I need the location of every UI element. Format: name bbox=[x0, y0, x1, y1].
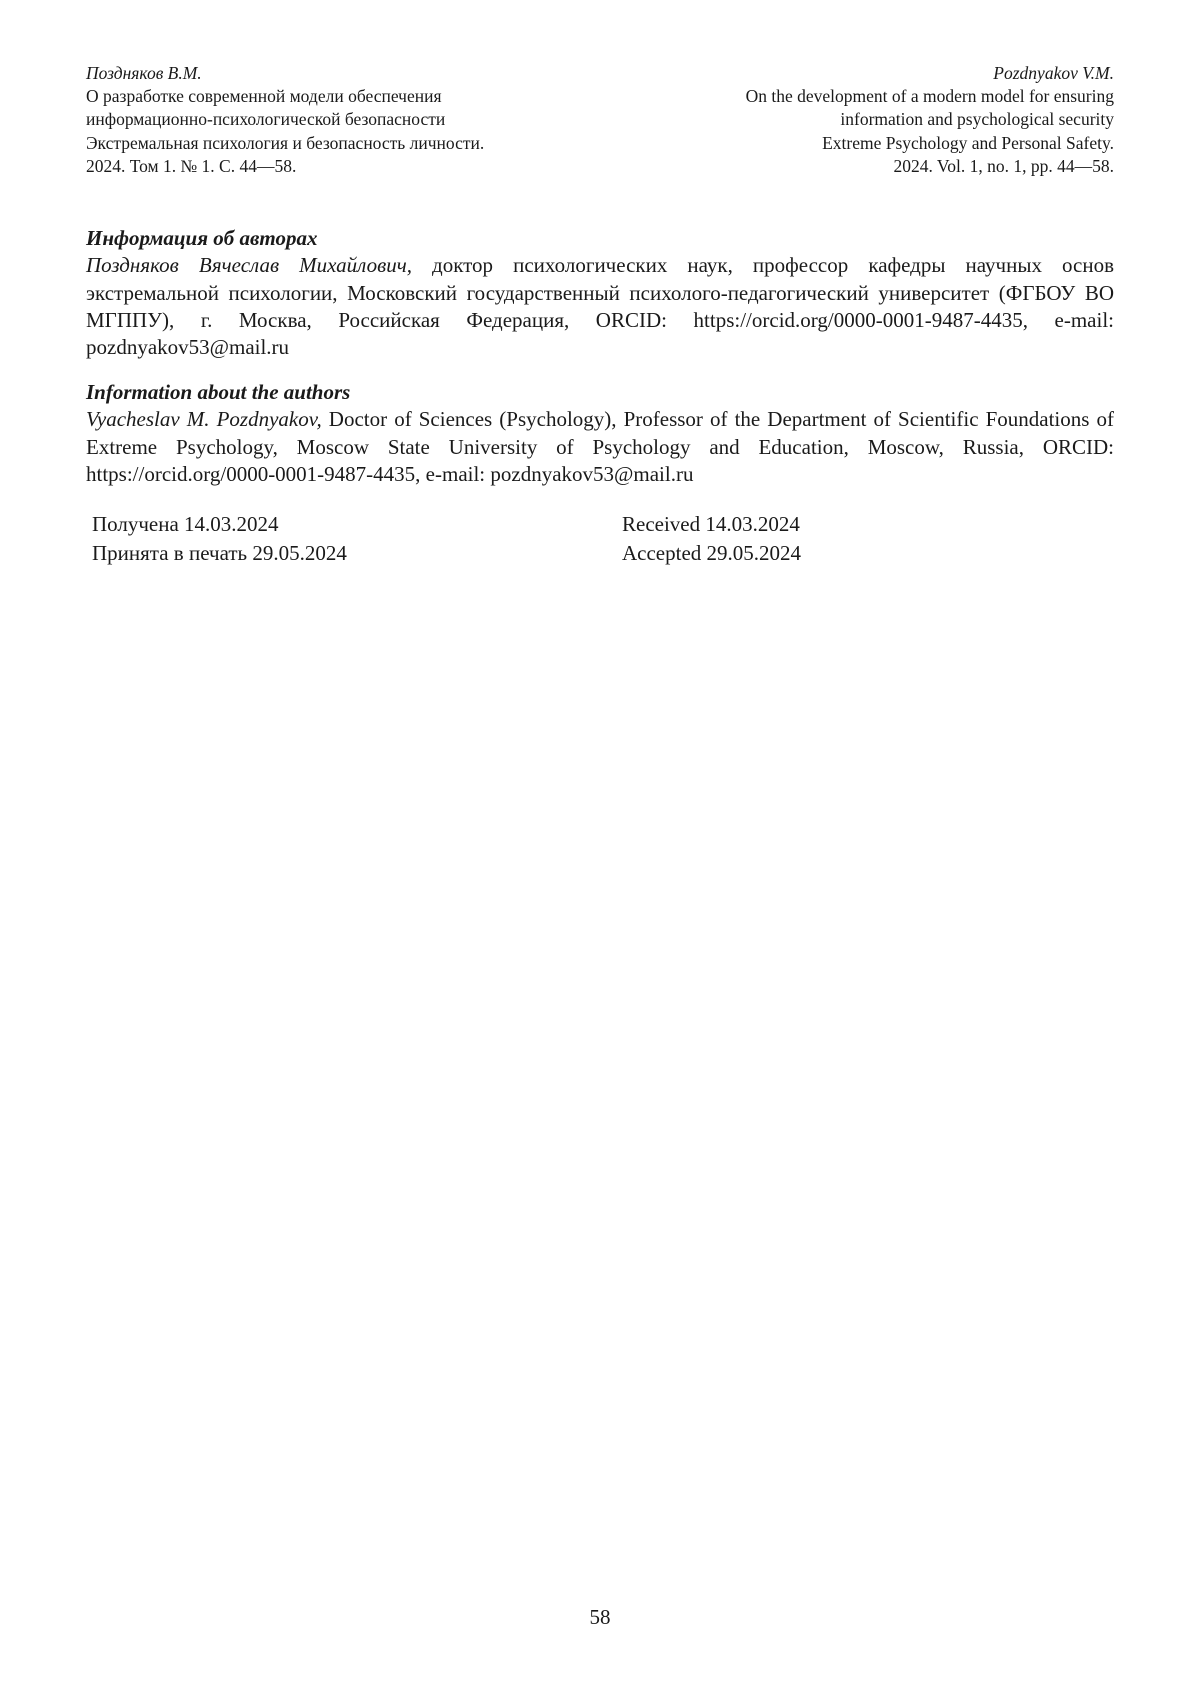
header-issue-ru: 2024. Том 1. № 1. С. 44—58. bbox=[86, 155, 297, 176]
accepted-date-en: Accepted 29.05.2024 bbox=[622, 541, 802, 565]
header-title-ru-line2: информационно-психологической безопасности bbox=[86, 109, 446, 130]
author-info-english bbox=[86, 379, 1114, 488]
author-info-russian bbox=[86, 225, 1114, 361]
accepted-row bbox=[92, 539, 1114, 568]
header-author-ru: Поздняков В.М. bbox=[86, 63, 202, 83]
header-journal-ru: Экстремальная психология и безопасность личности. bbox=[86, 132, 485, 153]
page-number: 58 bbox=[589, 1605, 611, 1629]
header-issue-en: 2024. Vol. 1, no. 1, pp. 44—58. bbox=[893, 155, 1114, 176]
author-info-heading-en: Information about the authors bbox=[86, 380, 351, 404]
author-details-en: Doctor of Sciences (Psychology), Professor of the Department of Scientific Foundations of Extreme Psychology, Moscow State University of Psychology and Education, Moscow, Russia, ORCID: https://orcid.org/0000-0001-9487-4435, e-mail: pozdnyakov53@mail.ru bbox=[86, 407, 1114, 486]
running-header-english bbox=[746, 62, 1114, 178]
header-title-ru-line1: О разработке современной модели обеспечения bbox=[86, 86, 442, 107]
received-date-ru: Получена 14.03.2024 bbox=[92, 512, 279, 536]
accepted-date-ru: Принята в печать 29.05.2024 bbox=[92, 541, 347, 565]
running-header bbox=[86, 62, 1114, 178]
header-title-en-line1: On the development of a modern model for ensuring bbox=[745, 86, 1114, 107]
author-name-ru: Поздняков Вячеслав Михайлович, bbox=[86, 253, 412, 278]
author-name-en: Vyacheslav M. Pozdnyakov, bbox=[86, 407, 322, 432]
received-date-en: Received 14.03.2024 bbox=[622, 512, 800, 536]
header-title-en-line2: information and psychological security bbox=[840, 109, 1114, 130]
running-header-russian bbox=[86, 62, 484, 178]
author-info-heading-ru: Информация об авторах bbox=[86, 226, 318, 250]
header-author-en: Pozdnyakov V.M. bbox=[993, 63, 1114, 83]
submission-dates bbox=[92, 510, 1114, 568]
header-journal-en: Extreme Psychology and Personal Safety. bbox=[822, 132, 1114, 153]
author-details-ru: доктор психологических наук, профессор кафедры научных основ экстремальной психологии, Московский государственный психолого-педагогический университет (ФГБОУ ВО МГППУ), г. Москва, Российская Федерация, ORCID: https://orcid.org/0000-0001-9487-4435, e-mail: pozdnyakov53@mail.ru bbox=[86, 253, 1115, 360]
received-row bbox=[92, 510, 1114, 539]
